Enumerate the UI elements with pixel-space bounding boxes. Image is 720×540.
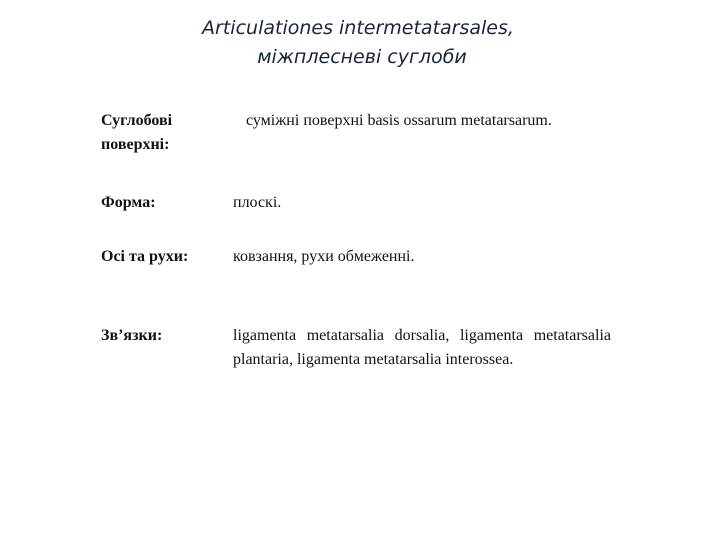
title-line-ukrainian: міжплесневі суглоби [257,46,467,68]
label-shape: Форма: [101,194,156,211]
label-articular-surfaces: Суглобові поверхні: [101,112,173,153]
value-shape: плоскі. [233,194,282,211]
label-axes-and-movements: Осі та рухи: [101,248,189,265]
title-line-latin: Articulationes intermetatarsales, [202,17,514,39]
value-ligaments: ligamenta metatarsalia dorsalia, ligamenta metatarsalia plantaria, ligamenta metatarsalia interossea. [233,327,611,368]
label-ligaments: Зв’язки: [101,327,163,344]
value-articular-surfaces: суміжні поверхні basis ossarum metatarsarum. [246,112,552,129]
value-axes-and-movements: ковзання, рухи обмеженні. [233,248,415,265]
